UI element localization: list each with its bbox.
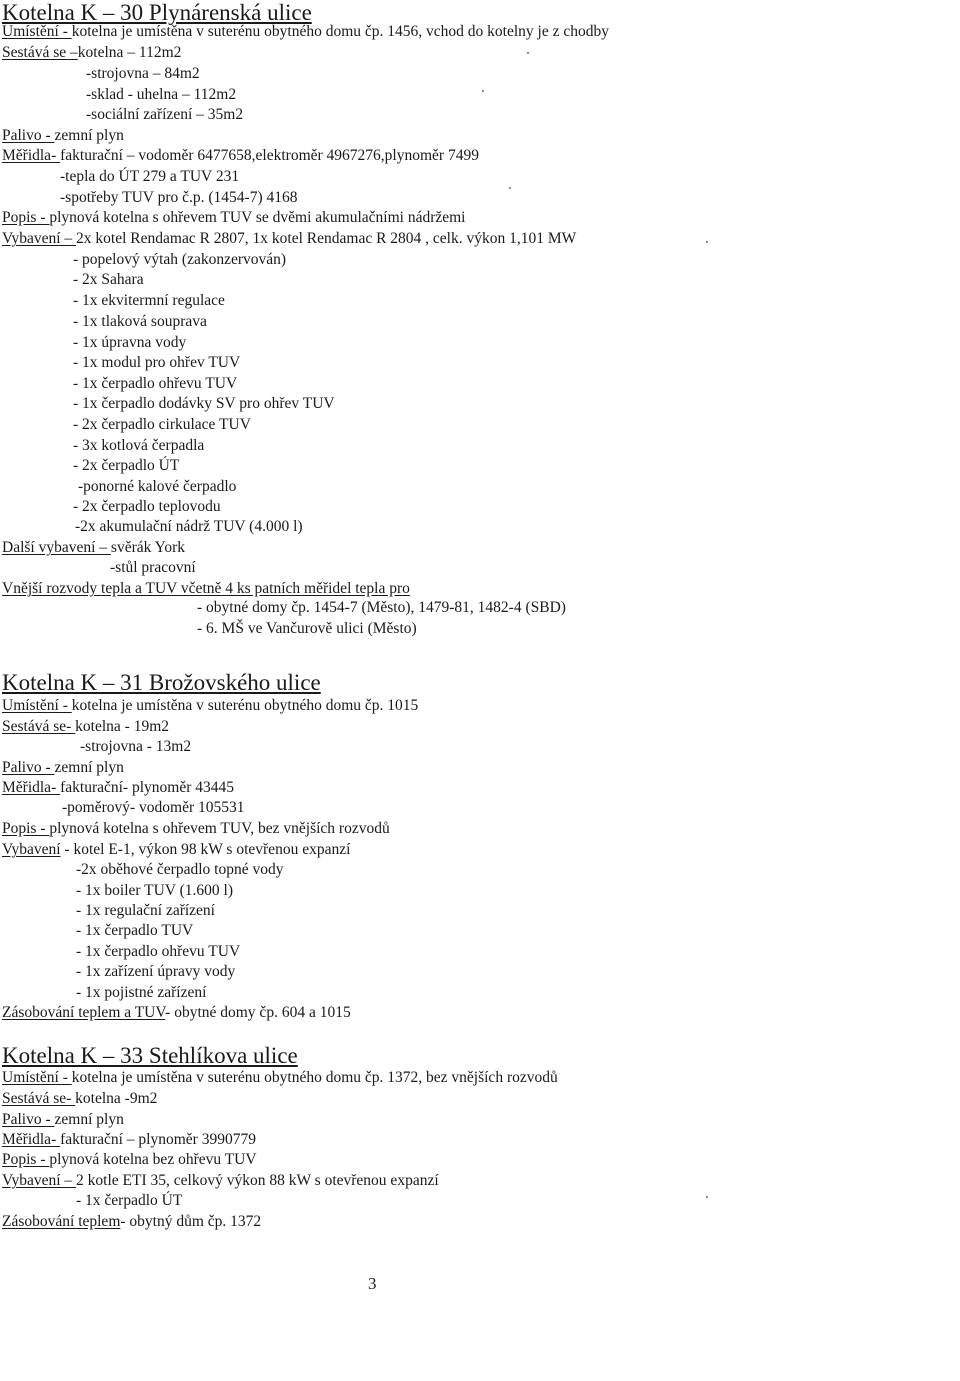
field-text: - 1x ekvitermní regulace	[73, 292, 225, 309]
field-text: fakturační – plynoměr 3990779	[60, 1131, 256, 1148]
document-line	[60, 188, 298, 208]
field-text: - 1x regulační zařízení	[76, 902, 215, 919]
document-line	[73, 270, 144, 290]
field-text: -ponorné kalové čerpadlo	[78, 478, 237, 495]
document-line	[78, 477, 236, 497]
document-line	[73, 353, 240, 373]
field-text: - 2x Sahara	[73, 271, 144, 288]
field-text: kotelna je umístěna v suterénu obytného domu čp. 1015	[71, 697, 419, 714]
field-text: - 1x čerpadlo TUV	[76, 922, 194, 939]
scan-speck	[706, 1196, 708, 1198]
document-line	[86, 85, 236, 105]
field-text: -spotřeby TUV pro č.p. (1454-7) 4168	[60, 189, 298, 206]
field-text: - obytné domy čp. 1454-7 (Město), 1479-81, 1482-4 (SBD)	[197, 599, 566, 616]
document-line	[2, 538, 185, 558]
document-line	[73, 374, 237, 394]
field-text: - kotel E-1, výkon 98 kW s otevřenou expanzí	[60, 841, 351, 858]
document-line	[2, 758, 124, 778]
field-label: Umístění -	[2, 1069, 72, 1086]
document-line	[76, 921, 193, 941]
field-label: Vnější rozvody tepla a TUV včetně 4 ks patních měřidel tepla pro	[2, 580, 410, 597]
document-line	[2, 1068, 558, 1088]
field-text: - 1x čerpadlo dodávky SV pro ohřev TUV	[73, 395, 335, 412]
document-line	[2, 229, 576, 249]
field-text: -2x akumulační nádrž TUV (4.000 l)	[75, 518, 303, 535]
document-line	[2, 717, 169, 737]
document-line	[2, 1171, 439, 1191]
field-text: - 1x tlaková souprava	[73, 313, 207, 330]
field-label: Palivo -	[2, 127, 55, 144]
field-text: -strojovna - 13m2	[80, 738, 192, 755]
field-label: Zásobování teplem a TUV	[2, 1004, 166, 1021]
field-text: - 1x pojistné zařízení	[76, 984, 207, 1001]
field-label: Měřidla-	[2, 779, 61, 796]
field-text: - 1x čerpadlo ÚT	[76, 1192, 183, 1209]
field-label: Sestává se-	[2, 718, 76, 735]
section-heading: Kotelna K – 30 Plynárenská ulice	[2, 0, 312, 25]
document-line	[2, 1212, 261, 1232]
field-text: - 1x boiler TUV (1.600 l)	[76, 882, 233, 899]
document-line	[2, 778, 234, 798]
field-text: zemní plyn	[54, 127, 124, 144]
field-label: Vybavení –	[2, 1172, 77, 1189]
field-label: Vybavení –	[2, 230, 77, 247]
scan-speck	[706, 241, 708, 243]
document-line	[2, 22, 609, 42]
document-line	[73, 250, 286, 270]
document-line	[73, 497, 221, 517]
document-line	[76, 983, 206, 1003]
section-heading: Kotelna K – 33 Stehlíkova ulice	[2, 1043, 298, 1068]
field-text: - 1x zařízení úpravy vody	[76, 963, 236, 980]
document-line	[2, 819, 390, 839]
document-line	[2, 1089, 157, 1109]
field-text: -strojovna – 84m2	[86, 65, 200, 82]
field-label: Měřidla-	[2, 147, 61, 164]
field-text: plynová kotelna bez ohřevu TUV	[49, 1151, 257, 1168]
field-text: fakturační – vodoměr 6477658,elektroměr 4967276,plynoměr 7499	[60, 147, 479, 164]
field-text: kotelna je umístěna v suterénu obytného domu čp. 1456, vchod do kotelny je z chodby	[71, 23, 609, 40]
field-label: Popis -	[2, 209, 50, 226]
field-text: - 2x čerpadlo teplovodu	[73, 498, 221, 515]
page-number: 3	[368, 1274, 377, 1293]
field-text: - 1x čerpadlo ohřevu TUV	[76, 943, 241, 960]
document-line	[76, 942, 240, 962]
document-line	[197, 598, 566, 618]
field-label: Zásobování teplem	[2, 1213, 121, 1230]
field-text: - popelový výtah (zakonzervován)	[73, 251, 287, 268]
document-line	[76, 901, 215, 921]
field-text: -stůl pracovní	[110, 559, 196, 576]
document-line	[2, 1003, 351, 1023]
field-text: 2x kotel Rendamac R 2807, 1x kotel Rendamac R 2804 , celk. výkon 1,101 MW	[76, 230, 577, 247]
field-label: Vybavení	[2, 841, 61, 858]
document-line	[2, 579, 410, 599]
field-text: - obytné domy čp. 604 a 1015	[165, 1004, 351, 1021]
field-label: Měřidla-	[2, 1131, 61, 1148]
field-label: Palivo -	[2, 759, 55, 776]
document-line	[73, 333, 186, 353]
document-line	[2, 126, 124, 146]
field-text: plynová kotelna s ohřevem TUV se dvěmi akumulačními nádržemi	[49, 209, 466, 226]
document-line	[62, 798, 245, 818]
document-line	[86, 105, 243, 125]
field-text: zemní plyn	[54, 1111, 124, 1128]
document-line	[2, 208, 465, 228]
document-line	[73, 456, 179, 476]
document-line	[86, 64, 200, 84]
document-line	[73, 291, 225, 311]
document-line	[2, 43, 181, 63]
document-line	[76, 881, 233, 901]
document-line	[2, 1130, 256, 1150]
field-text: -2x oběhové čerpadlo topné vody	[76, 861, 284, 878]
document-line	[60, 167, 239, 187]
field-text: -sociální zařízení – 35m2	[86, 106, 244, 123]
scan-speck	[509, 187, 511, 189]
field-text: - obytný dům čp. 1372	[120, 1213, 262, 1230]
field-text: - 1x modul pro ohřev TUV	[73, 354, 241, 371]
document-line	[80, 737, 191, 757]
document-line	[197, 619, 417, 639]
document-line	[2, 1150, 257, 1170]
field-text: -tepla do ÚT 279 a TUV 231	[60, 168, 240, 185]
field-text: zemní plyn	[54, 759, 124, 776]
field-text: -poměrový- vodoměr 105531	[62, 799, 245, 816]
document-line	[76, 860, 283, 880]
field-label: Palivo -	[2, 1111, 55, 1128]
field-text: - 6. MŠ ve Vančurově ulici (Město)	[197, 620, 417, 637]
field-text: 2 kotle ETI 35, celkový výkon 88 kW s otevřenou expanzí	[76, 1172, 439, 1189]
field-text: - 2x čerpadlo cirkulace TUV	[73, 416, 251, 433]
document-line	[73, 436, 204, 456]
field-text: svěrák York	[110, 539, 185, 556]
document-line	[110, 558, 196, 578]
field-text: -sklad - uhelna – 112m2	[86, 86, 237, 103]
document-line	[75, 517, 303, 537]
section-heading: Kotelna K – 31 Brožovského ulice	[2, 670, 321, 695]
field-text: - 1x úpravna vody	[73, 334, 187, 351]
field-text: kotelna -9m2	[75, 1090, 158, 1107]
document-line	[2, 840, 350, 860]
scan-speck	[482, 90, 484, 92]
field-label: Popis -	[2, 1151, 50, 1168]
field-label: Sestává se-	[2, 1090, 76, 1107]
field-text: - 1x čerpadlo ohřevu TUV	[73, 375, 238, 392]
field-label: Sestává se –	[2, 44, 78, 61]
field-label: Další vybavení –	[2, 539, 111, 556]
document-line	[73, 415, 251, 435]
field-label: Popis -	[2, 820, 50, 837]
scan-speck	[527, 52, 529, 54]
field-text: fakturační- plynoměr 43445	[60, 779, 234, 796]
field-text: - 2x čerpadlo ÚT	[73, 457, 180, 474]
document-line	[2, 1110, 124, 1130]
field-label: Umístění -	[2, 23, 72, 40]
document-line	[2, 696, 418, 716]
document-line	[73, 394, 335, 414]
field-label: Umístění -	[2, 697, 72, 714]
field-text: kotelna – 112m2	[77, 44, 182, 61]
document-line	[2, 146, 479, 166]
document-line	[76, 1191, 182, 1211]
document-line	[73, 312, 207, 332]
field-text: kotelna - 19m2	[75, 718, 170, 735]
field-text: kotelna je umístěna v suterénu obytného domu čp. 1372, bez vnějších rozvodů	[71, 1069, 558, 1086]
document-line	[76, 962, 235, 982]
field-text: - 3x kotlová čerpadla	[73, 437, 205, 454]
field-text: plynová kotelna s ohřevem TUV, bez vnějších rozvodů	[49, 820, 390, 837]
